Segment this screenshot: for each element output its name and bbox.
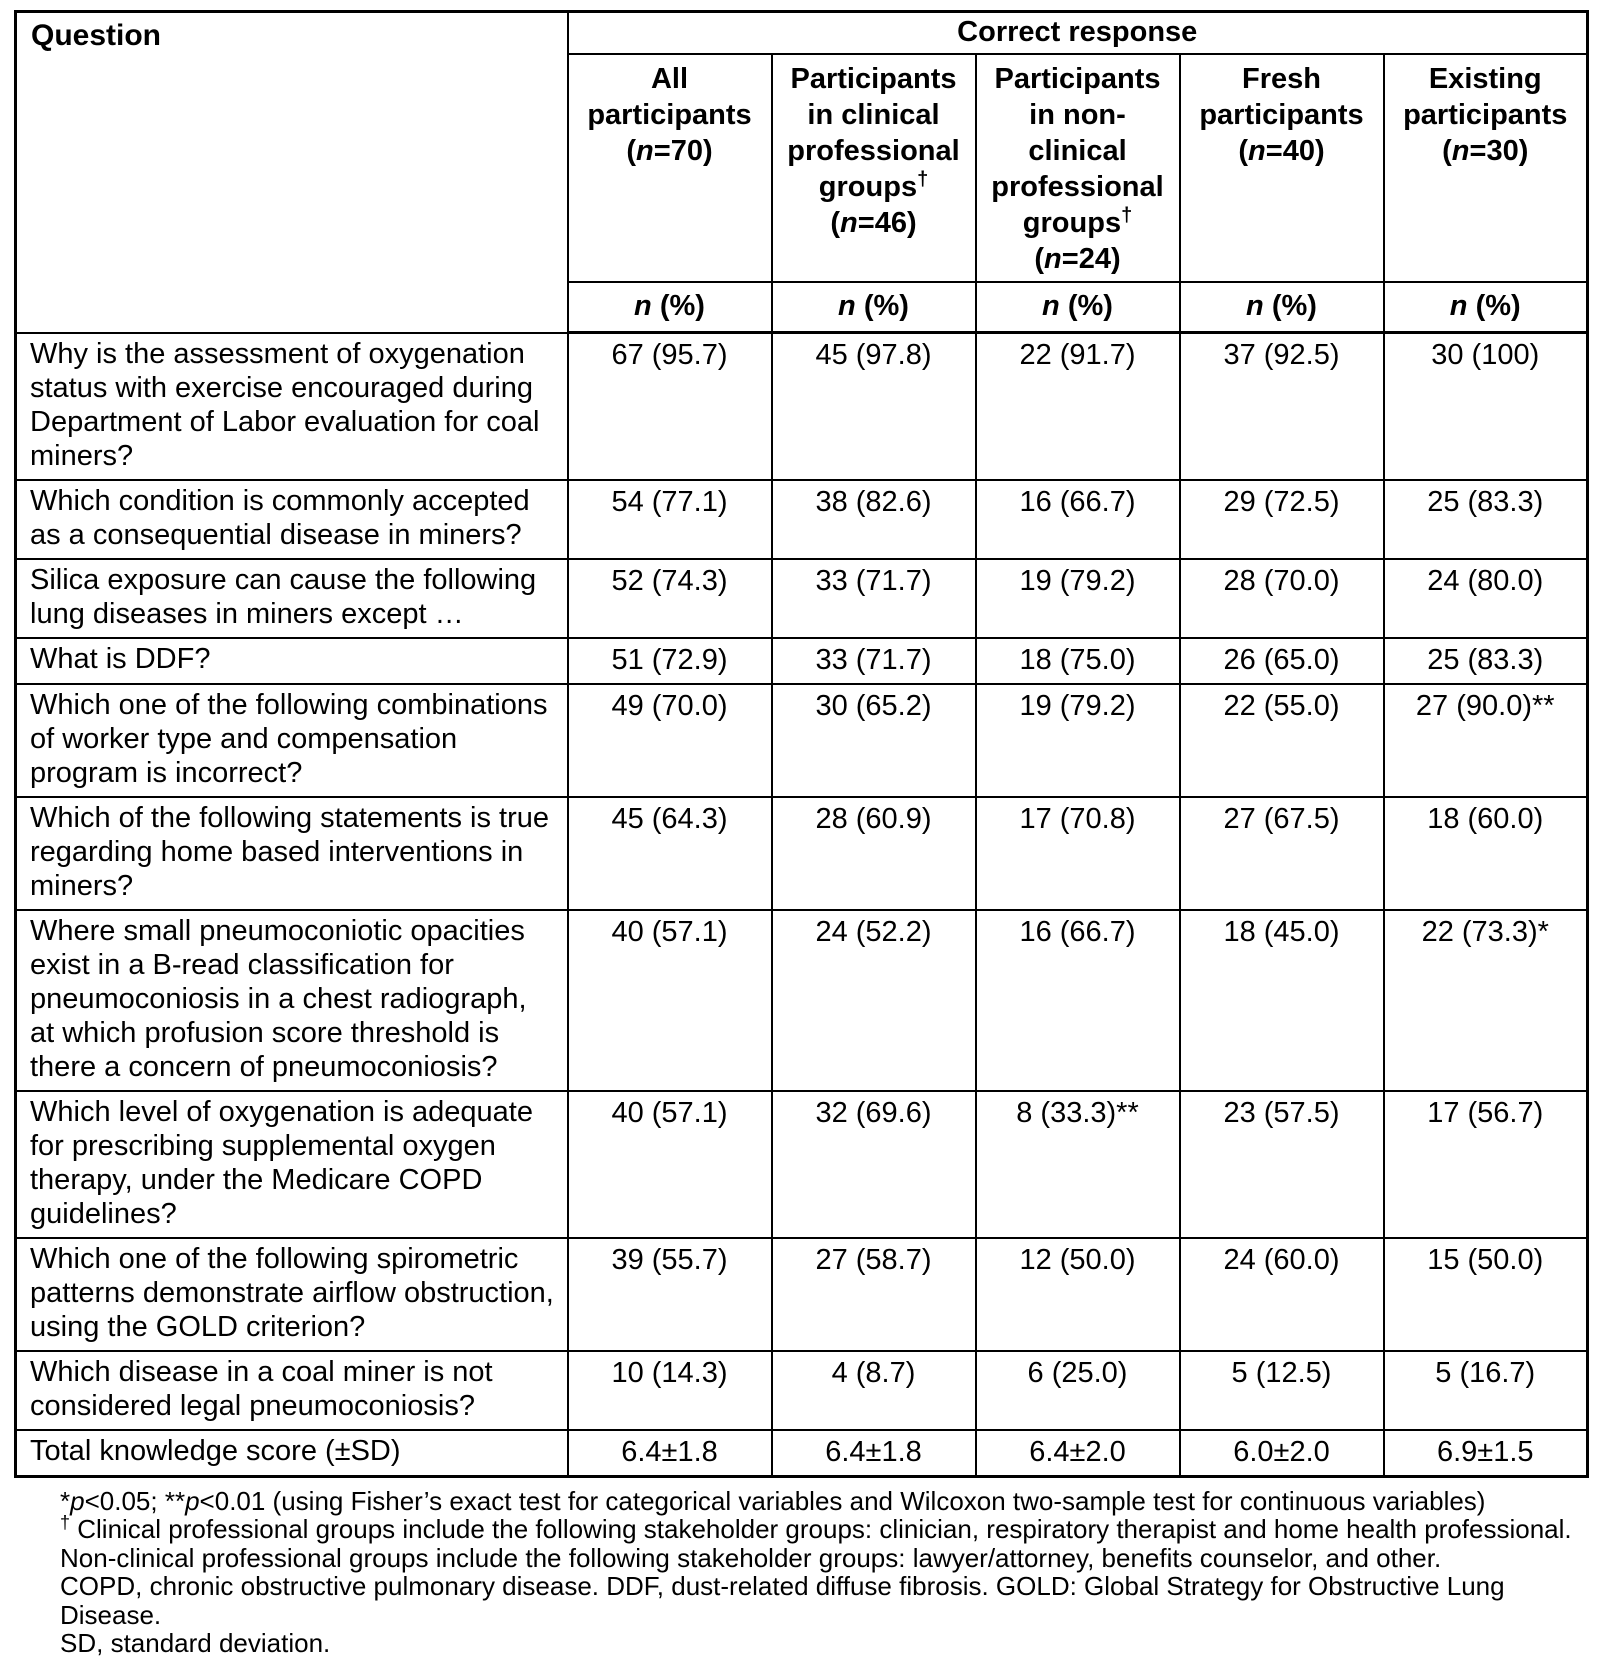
table-row <box>16 1351 1588 1430</box>
value-cell: 18 (75.0) <box>976 638 1180 684</box>
footnotes <box>60 1487 1580 1658</box>
value-cell: 5 (12.5) <box>1180 1351 1384 1430</box>
table-row <box>16 797 1588 910</box>
value-cell: 10 (14.3) <box>568 1351 772 1430</box>
value-cell: 17 (70.8) <box>976 797 1180 910</box>
footnote-dagger: † Clinical professional groups include the following stakeholder groups: clinician, respiratory therapist and home health professional. <box>60 1512 1572 1544</box>
table-row <box>16 684 1588 797</box>
dagger-mark: † <box>60 1512 71 1533</box>
value-cell: 33 (71.7) <box>772 559 976 638</box>
value-cell: 6.4±2.0 <box>976 1430 1180 1477</box>
value-cell: 30 (100) <box>1384 333 1588 480</box>
value-cell: 12 (50.0) <box>976 1238 1180 1351</box>
value-cell: 22 (73.3)* <box>1384 910 1588 1091</box>
value-cell: 19 (79.2) <box>976 684 1180 797</box>
column-header-clinical <box>772 54 976 282</box>
value-cell: 4 (8.7) <box>772 1351 976 1430</box>
question-cell: Which of the following statements is true regarding home based interventions in miners? <box>16 797 568 910</box>
column-title: All participants <box>587 63 752 131</box>
value-cell: 37 (92.5) <box>1180 333 1384 480</box>
table-row <box>16 333 1588 480</box>
footnote-non-clinical: Non-clinical professional groups include the following stakeholder groups: lawyer/attorney, benefits counselor, and other. <box>60 1542 1442 1573</box>
column-header-non-clinical <box>976 54 1180 282</box>
value-cell: 27 (58.7) <box>772 1238 976 1351</box>
question-cell: Which one of the following spirometric patterns demonstrate airflow obstruction, using the GOLD criterion? <box>16 1238 568 1351</box>
column-title: Participants in clinical professional groups <box>787 63 960 203</box>
footnote-significance: *p<0.05; **p<0.01 (using Fisher’s exact test for categorical variables and Wilcoxon two-sample test for continuous variables) <box>60 1485 1486 1516</box>
value-cell: 18 (60.0) <box>1384 797 1588 910</box>
column-title: Participants in non-clinical professional groups <box>991 63 1164 239</box>
table-row <box>16 910 1588 1091</box>
value-cell: 40 (57.1) <box>568 1091 772 1238</box>
value-cell: 24 (80.0) <box>1384 559 1588 638</box>
dagger-mark: † <box>1121 204 1133 227</box>
value-cell: 67 (95.7) <box>568 333 772 480</box>
value-cell: 28 (60.9) <box>772 797 976 910</box>
value-cell: 30 (65.2) <box>772 684 976 797</box>
unit-header: n (%) <box>1180 282 1384 333</box>
value-cell: 24 (52.2) <box>772 910 976 1091</box>
question-cell: What is DDF? <box>16 638 568 684</box>
value-cell: 52 (74.3) <box>568 559 772 638</box>
value-cell: 45 (64.3) <box>568 797 772 910</box>
unit-header: n (%) <box>772 282 976 333</box>
value-cell: 51 (72.9) <box>568 638 772 684</box>
question-cell: Where small pneumoconiotic opacities exist in a B-read classification for pneumoconiosis in a chest radiograph, at which profusion score threshold is there a concern of pneumoconiosis? <box>16 910 568 1091</box>
table-row <box>16 480 1588 559</box>
value-cell: 16 (66.7) <box>976 480 1180 559</box>
table-row <box>16 1091 1588 1238</box>
unit-header: n (%) <box>976 282 1180 333</box>
total-row <box>16 1430 1588 1477</box>
value-cell: 6 (25.0) <box>976 1351 1180 1430</box>
question-cell: Why is the assessment of oxygenation status with exercise encouraged during Department of Labor evaluation for coal miners? <box>16 333 568 480</box>
value-cell: 24 (60.0) <box>1180 1238 1384 1351</box>
results-table <box>14 10 1589 1478</box>
column-count: (n=24) <box>1034 243 1121 275</box>
table-row <box>16 559 1588 638</box>
value-cell: 15 (50.0) <box>1384 1238 1588 1351</box>
column-header-all-participants <box>568 54 772 282</box>
value-cell: 17 (56.7) <box>1384 1091 1588 1238</box>
question-column-header: Question <box>16 12 568 333</box>
question-cell: Which disease in a coal miner is not considered legal pneumoconiosis? <box>16 1351 568 1430</box>
value-cell: 40 (57.1) <box>568 910 772 1091</box>
value-cell: 18 (45.0) <box>1180 910 1384 1091</box>
value-cell: 6.4±1.8 <box>772 1430 976 1477</box>
value-cell: 5 (16.7) <box>1384 1351 1588 1430</box>
value-cell: 39 (55.7) <box>568 1238 772 1351</box>
column-count: (n=46) <box>830 207 917 239</box>
value-cell: 33 (71.7) <box>772 638 976 684</box>
column-count: (n=30) <box>1442 135 1529 167</box>
value-cell: 6.9±1.5 <box>1384 1430 1588 1477</box>
value-cell: 22 (91.7) <box>976 333 1180 480</box>
value-cell: 38 (82.6) <box>772 480 976 559</box>
table-row <box>16 1238 1588 1351</box>
column-header-fresh <box>1180 54 1384 282</box>
question-cell: Which level of oxygenation is adequate for prescribing supplemental oxygen therapy, under the Medicare COPD guidelines? <box>16 1091 568 1238</box>
column-count: (n=70) <box>626 135 713 167</box>
value-cell: 45 (97.8) <box>772 333 976 480</box>
value-cell: 25 (83.3) <box>1384 480 1588 559</box>
value-cell: 6.0±2.0 <box>1180 1430 1384 1477</box>
footnote-sd: SD, standard deviation. <box>60 1628 331 1658</box>
value-cell: 16 (66.7) <box>976 910 1180 1091</box>
column-title: Fresh participants <box>1199 63 1364 131</box>
value-cell: 8 (33.3)** <box>976 1091 1180 1238</box>
dagger-mark: † <box>917 168 929 191</box>
value-cell: 54 (77.1) <box>568 480 772 559</box>
column-count: (n=40) <box>1238 135 1325 167</box>
unit-header: n (%) <box>568 282 772 333</box>
value-cell: 27 (90.0)** <box>1384 684 1588 797</box>
question-cell: Which one of the following combinations of worker type and compensation program is incorrect? <box>16 684 568 797</box>
total-label-cell: Total knowledge score (±SD) <box>16 1430 568 1477</box>
question-cell: Which condition is commonly accepted as a consequential disease in miners? <box>16 480 568 559</box>
column-header-existing <box>1384 54 1588 282</box>
value-cell: 23 (57.5) <box>1180 1091 1384 1238</box>
footnote-abbreviations: COPD, chronic obstructive pulmonary disease. DDF, dust-related diffuse fibrosis. GOLD: Global Strategy for Obstructive Lung Disease. <box>60 1571 1505 1630</box>
value-cell: 25 (83.3) <box>1384 638 1588 684</box>
question-cell: Silica exposure can cause the following lung diseases in miners except … <box>16 559 568 638</box>
group-header-row <box>16 12 1588 55</box>
value-cell: 27 (67.5) <box>1180 797 1384 910</box>
column-title: Existing participants <box>1403 63 1568 131</box>
value-cell: 26 (65.0) <box>1180 638 1384 684</box>
value-cell: 32 (69.6) <box>772 1091 976 1238</box>
correct-response-header: Correct response <box>568 12 1588 55</box>
value-cell: 22 (55.0) <box>1180 684 1384 797</box>
value-cell: 28 (70.0) <box>1180 559 1384 638</box>
value-cell: 6.4±1.8 <box>568 1430 772 1477</box>
value-cell: 19 (79.2) <box>976 559 1180 638</box>
value-cell: 49 (70.0) <box>568 684 772 797</box>
value-cell: 29 (72.5) <box>1180 480 1384 559</box>
table-row <box>16 638 1588 684</box>
unit-header: n (%) <box>1384 282 1588 333</box>
